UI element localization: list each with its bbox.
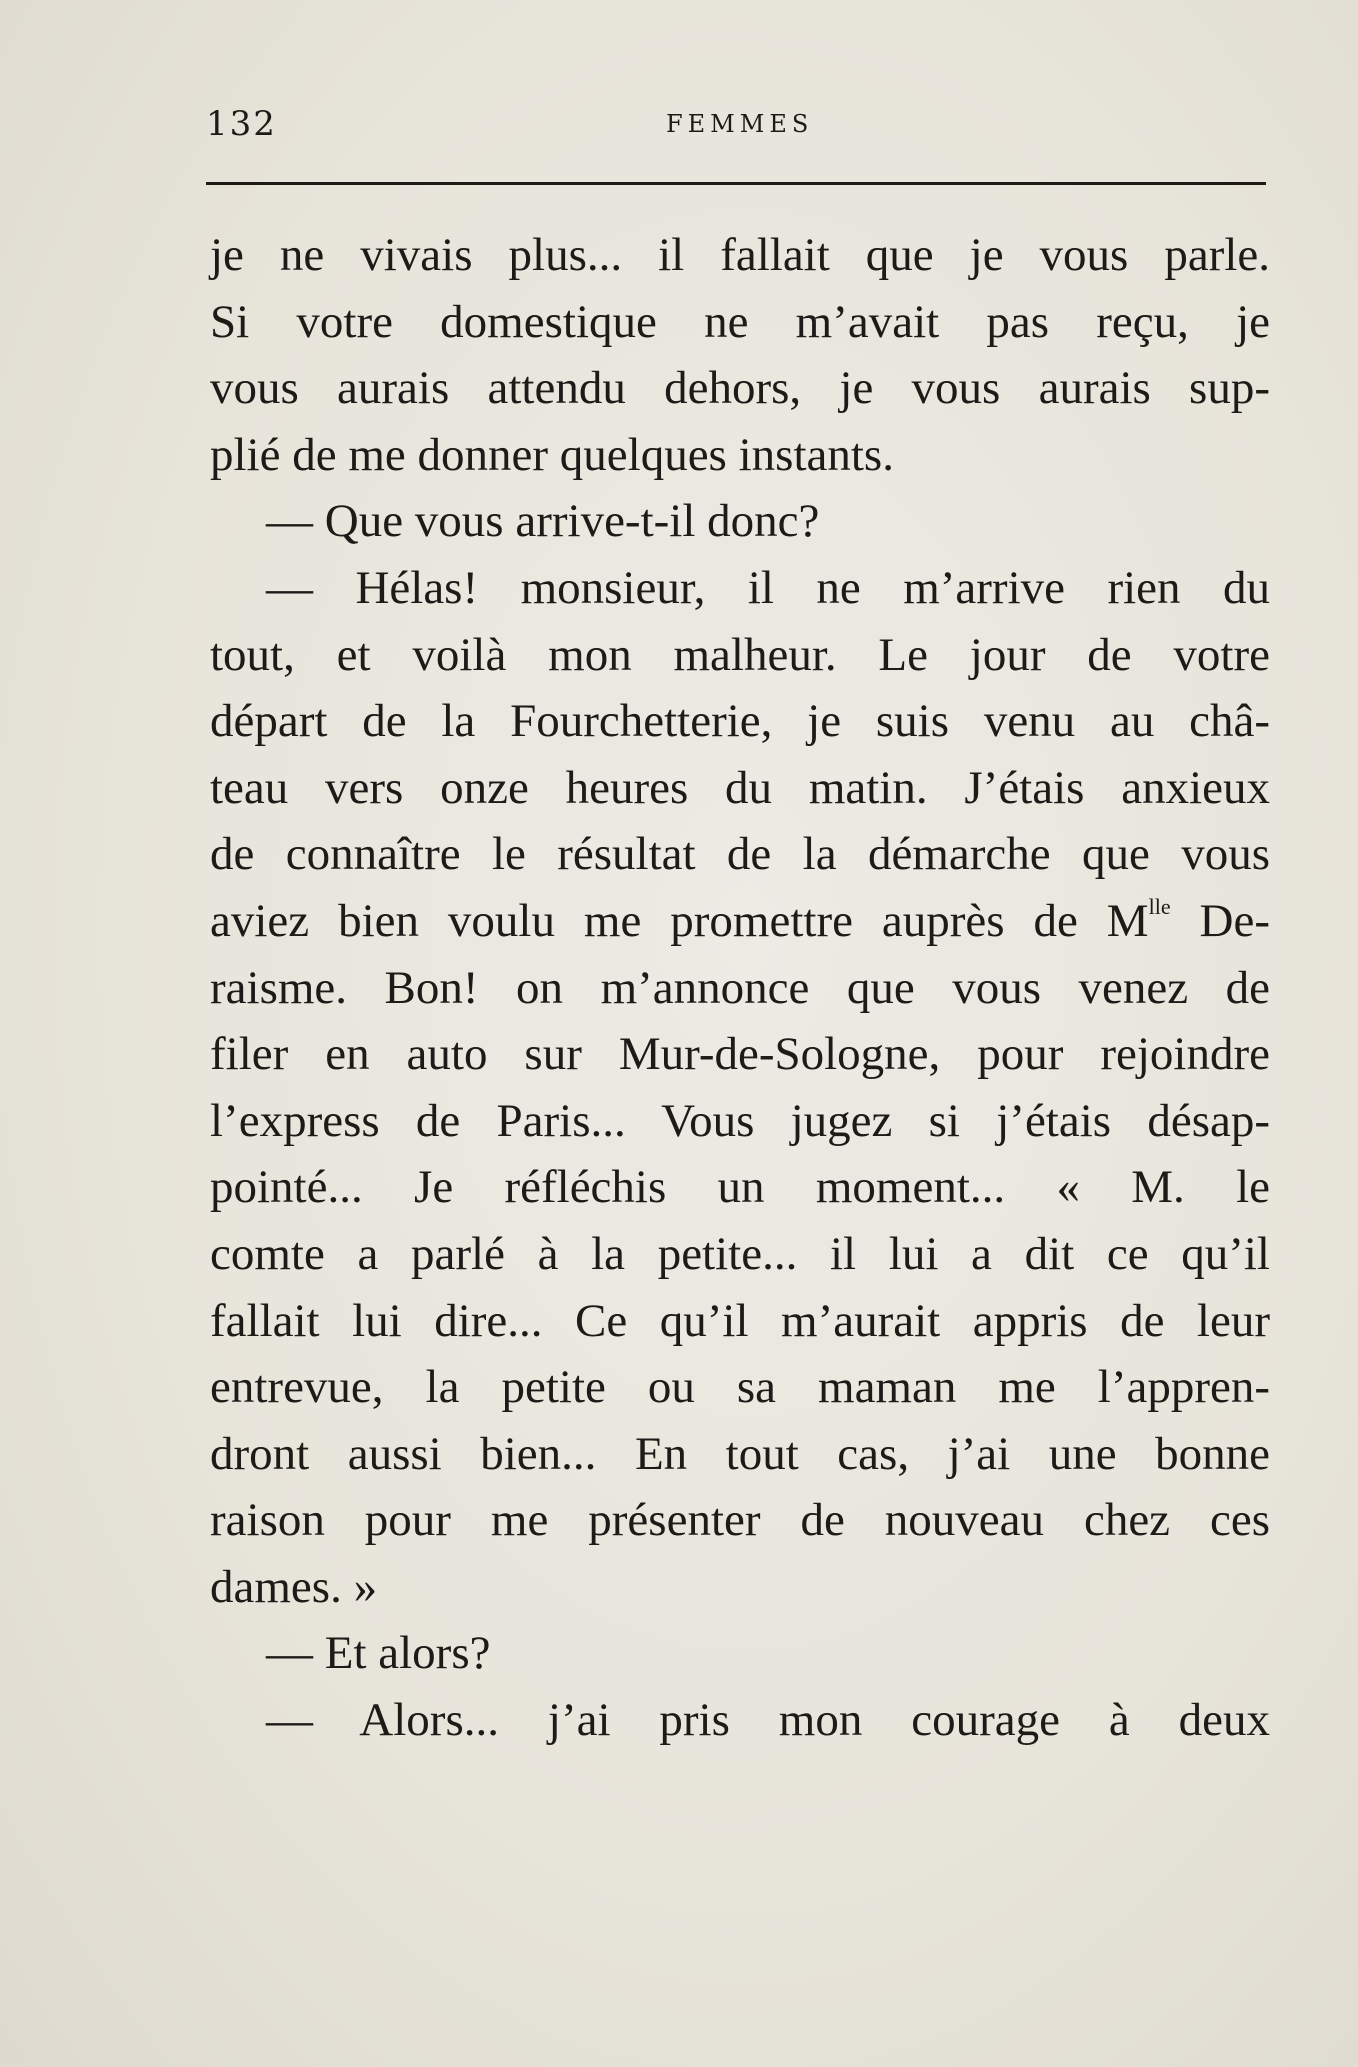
body-text [210, 222, 1270, 1754]
text-line: dames. » [210, 1560, 378, 1613]
text-line: je ne vivais plus... il fallait que je vous parle. [210, 229, 1270, 281]
text-line: de connaître le résultat de la démarche que vous [210, 828, 1270, 881]
text-line: l’express de Paris... Vous jugez si j’étais désap- [210, 1094, 1270, 1147]
page-header [206, 104, 1266, 154]
text-line: comte a parlé à la petite... il lui a dit ce qu’il [210, 1227, 1270, 1280]
text-line: raisme. Bon! on m’annonce que vous venez de [210, 961, 1270, 1014]
running-title: FEMMES [666, 110, 814, 138]
text-line: — Et alors? [266, 1627, 491, 1680]
text-line: raison pour me présenter de nouveau chez ces [210, 1494, 1270, 1547]
text-line: — Que vous arrive-t-il donc? [266, 495, 820, 548]
text-line: entrevue, la petite ou sa maman me l’appren- [210, 1361, 1270, 1414]
page-number: 132 [206, 104, 277, 144]
text-line-with-superscript [210, 888, 1270, 955]
header-rule [206, 182, 1266, 185]
text-line: dront aussi bien... En tout cas, j’ai une bonne [210, 1427, 1270, 1480]
text-line: Si votre domestique ne m’avait pas reçu, je [210, 295, 1270, 348]
text-line: — Alors... j’ai pris mon courage à deux [266, 1694, 1270, 1747]
text-line: teau vers onze heures du matin. J’étais anxieux [210, 761, 1270, 814]
text-line: fallait lui dire... Ce qu’il m’aurait appris de leur [210, 1294, 1270, 1347]
text-line: départ de la Fourchetterie, je suis venu au châ- [210, 695, 1270, 748]
text-line: filer en auto sur Mur-de-Sologne, pour rejoindre [210, 1028, 1270, 1081]
text-line: — Hélas! monsieur, il ne m’arrive rien du [266, 561, 1270, 614]
text-line: vous aurais attendu dehors, je vous aurais sup- [210, 362, 1270, 415]
text-line: tout, et voilà mon malheur. Le jour de votre [210, 628, 1270, 681]
text-line: pointé... Je réfléchis un moment... « M. le [210, 1161, 1270, 1214]
text-line: plié de me donner quelques instants. [210, 428, 894, 481]
text-line-tail: De- [1170, 894, 1270, 947]
superscript: lle [1148, 893, 1171, 919]
text-line-head: aviez bien voulu me promettre auprès de M [210, 894, 1149, 947]
